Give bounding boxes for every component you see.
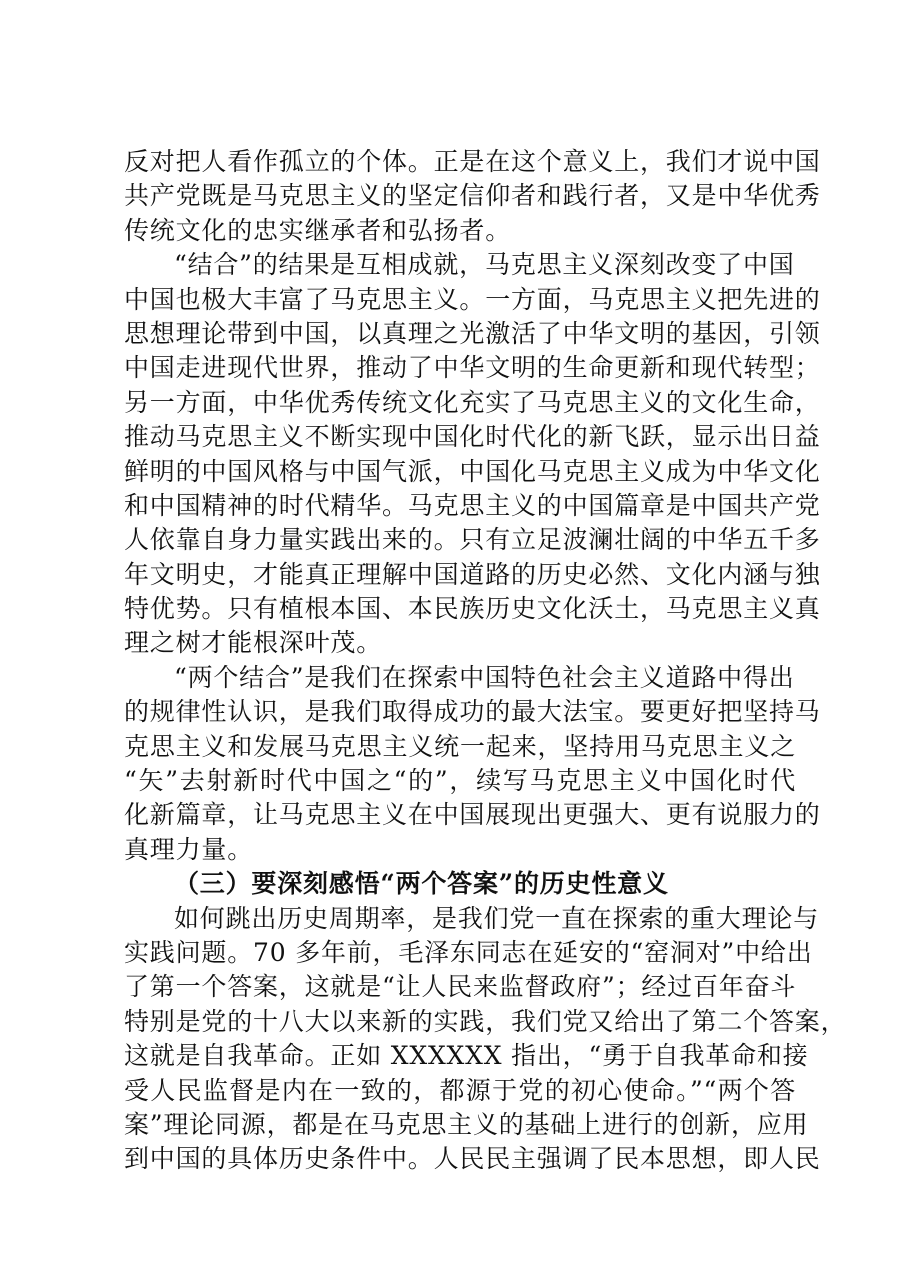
text-line: 案”理论同源，都是在马克思主义的基础上进行的创新，应用	[124, 1109, 809, 1139]
text-line: 反对把人看作孤立的个体。正是在这个意义上，我们才说中国	[124, 147, 821, 176]
text-line: 受人民监督是内在一致的，都源于党的初心使命。”“两个答	[124, 1075, 796, 1105]
text-line: 到中国的具体历史条件中。人民民主强调了民本思想，即人民	[124, 1144, 821, 1174]
text-line: 年文明史，才能真正理解中国道路的历史必然、文化内涵与独	[124, 559, 821, 589]
text-line: 了第一个答案，这就是“让人民来监督政府”；经过百年奋斗	[124, 972, 797, 1002]
text-line: 真理力量。	[124, 834, 254, 864]
text-line: 人依靠自身力量实践出来的。只有立足波澜壮阔的中华五千多	[124, 525, 821, 555]
text-line: 理之树才能根深叶茂。	[124, 628, 383, 658]
text-line: 鲜明的中国风格与中国气派，中国化马克思主义成为中华文化	[124, 456, 821, 486]
text-line: “两个结合”是我们在探索中国特色社会主义道路中得出	[174, 662, 795, 692]
text-line: 中国走进现代世界，推动了中华文明的生命更新和现代转型；	[124, 353, 821, 383]
text-line: 传统文化的忠实继承者和弘扬者。	[124, 215, 512, 245]
text-line: 的规律性认识，是我们取得成功的最大法宝。要更好把坚持马	[124, 697, 821, 727]
section-heading: （三）要深刻感悟“两个答案”的历史性意义	[174, 869, 669, 899]
text-line: “结合”的结果是互相成就，马克思主义深刻改变了中国	[174, 250, 795, 280]
text-line: 特别是党的十八大以来新的实践，我们党又给出了第二个答案，	[124, 1006, 847, 1036]
text-line: 这就是自我革命。正如 XXXXXX 指出，“勇于自我革命和接	[124, 1041, 809, 1071]
text-line: 和中国精神的时代精华。马克思主义的中国篇章是中国共产党	[124, 490, 821, 520]
text-line: 特优势。只有植根本国、本民族历史文化沃土，马克思主义真	[124, 594, 821, 624]
text-line: 化新篇章，让马克思主义在中国展现出更强大、更有说服力的	[124, 800, 821, 830]
text-line: 实践问题。70 多年前，毛泽东同志在延安的“窑洞对”中给出	[124, 937, 813, 967]
text-line: 中国也极大丰富了马克思主义。一方面，马克思主义把先进的	[124, 284, 821, 314]
text-line: 共产党既是马克思主义的坚定信仰者和践行者，又是中华优秀	[124, 181, 821, 211]
text-line: 思想理论带到中国，以真理之光激活了中华文明的基因，引领	[124, 318, 821, 348]
document-body-text	[124, 145, 847, 1177]
text-line: 推动马克思主义不断实现中国化时代化的新飞跃，显示出日益	[124, 422, 821, 452]
text-line: “矢”去射新时代中国之“的”，续写马克思主义中国化时代	[124, 766, 796, 796]
text-line: 克思主义和发展马克思主义统一起来，坚持用马克思主义之	[124, 731, 796, 761]
text-line: 如何跳出历史周期率，是我们党一直在探索的重大理论与	[174, 903, 820, 933]
text-line: 另一方面，中华优秀传统文化充实了马克思主义的文化生命，	[124, 387, 821, 417]
